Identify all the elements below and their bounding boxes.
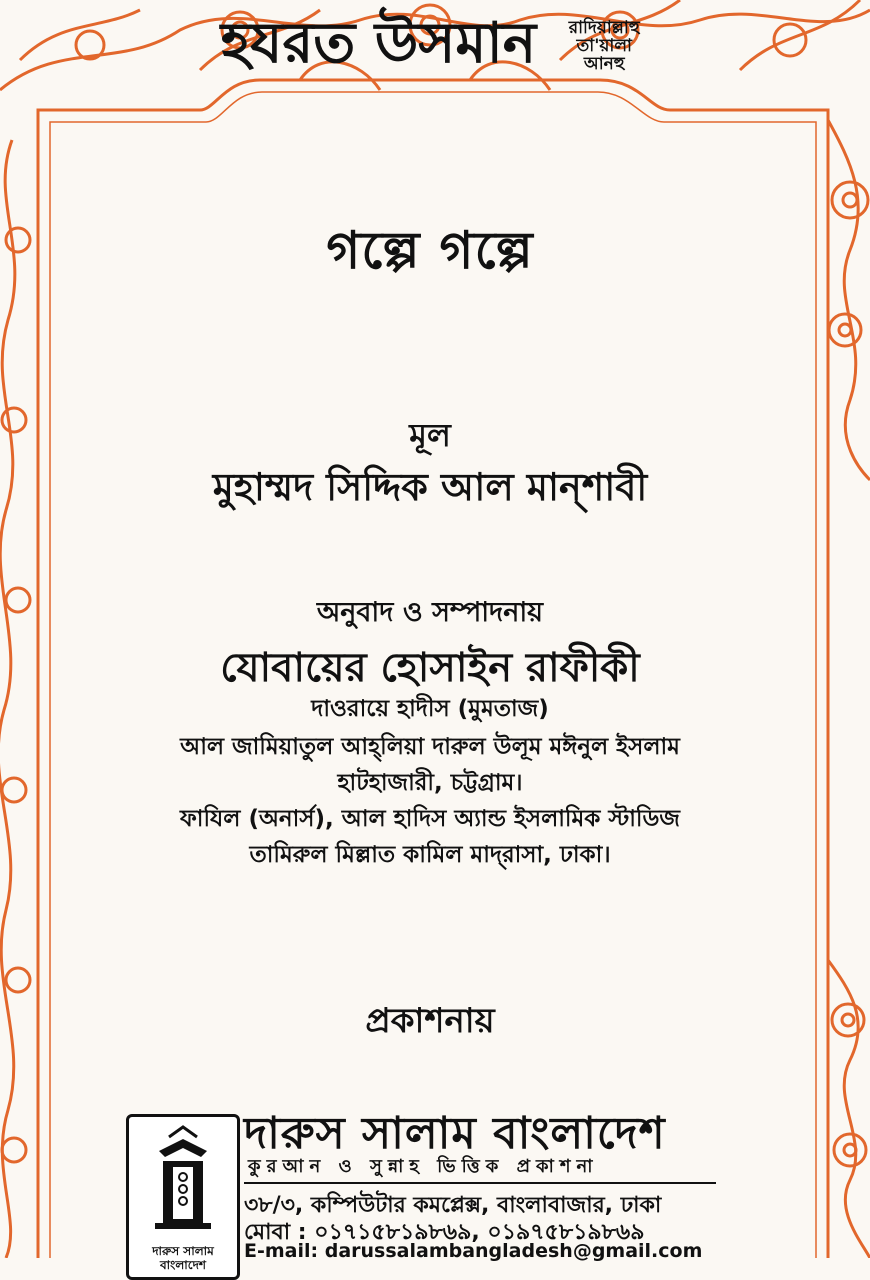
honorific-line: রাদিয়াল্লাহু [568, 18, 640, 39]
credential-line: আল জামিয়াতুল আহ্‌লিয়া দারুল উলূম মঈনুল ইসলাম [180, 734, 680, 760]
publisher-address: ৩৮/৩, কম্পিউটার কমপ্লেক্স, বাংলাবাজার, ঢাকা [244, 1193, 662, 1218]
title-line-1: গল্পে গল্পে [326, 221, 534, 281]
honorific-calligraphy [559, 20, 649, 74]
credential-line: হাটহাজারী, চট্টগ্রাম। [337, 770, 523, 796]
logo-emblem-icon [129, 1117, 237, 1235]
title-line-2-row [0, 0, 870, 94]
publisher-logo [126, 1114, 240, 1280]
divider [244, 1182, 716, 1184]
honorific-line: আনহু [583, 53, 625, 74]
credential-line: তামিরুল মিল্লাত কামিল মাদ্‌রাসা, ঢাকা। [249, 842, 611, 868]
logo-caption-line: দারুস সালাম [152, 1244, 214, 1259]
publisher-tagline: কুরআন ও সুন্নাহ ভিত্তিক প্রকাশনা [248, 1156, 599, 1177]
publisher-name: দারুস সালাম বাংলাদেশ [244, 1108, 666, 1159]
publisher-email: E-mail: darussalambangladesh@gmail.com [244, 1240, 703, 1262]
translator-name: যোবায়ের হোসাইন রাফীকী [220, 645, 640, 691]
author-name: মুহাম্মদ সিদ্দিক আল মান্‌শাবী [212, 465, 648, 509]
publisher-phone: মোবা : ০১৭১৫৮১৯৮৬৯, ০১৯৭৫৮১৯৮৬৯ [244, 1220, 645, 1245]
honorific-line: তা'য়ালা [576, 36, 632, 57]
book-title: হযরত উসমান [220, 11, 537, 76]
credential-line: দাওরায়ে হাদীস (মুমতাজ) [311, 696, 549, 722]
original-label: মূল [409, 416, 451, 454]
logo-caption [129, 1245, 237, 1273]
publisher-label: প্রকাশনায় [365, 1001, 495, 1041]
translation-label: অনুবাদ ও সম্পাদনায় [316, 597, 544, 628]
credential-line: ফাযিল (অনার্স), আল হাদিস অ্যান্ড ইসলামিক স্টাডিজ [180, 806, 680, 832]
logo-caption-line: বাংলাদেশ [160, 1258, 206, 1273]
